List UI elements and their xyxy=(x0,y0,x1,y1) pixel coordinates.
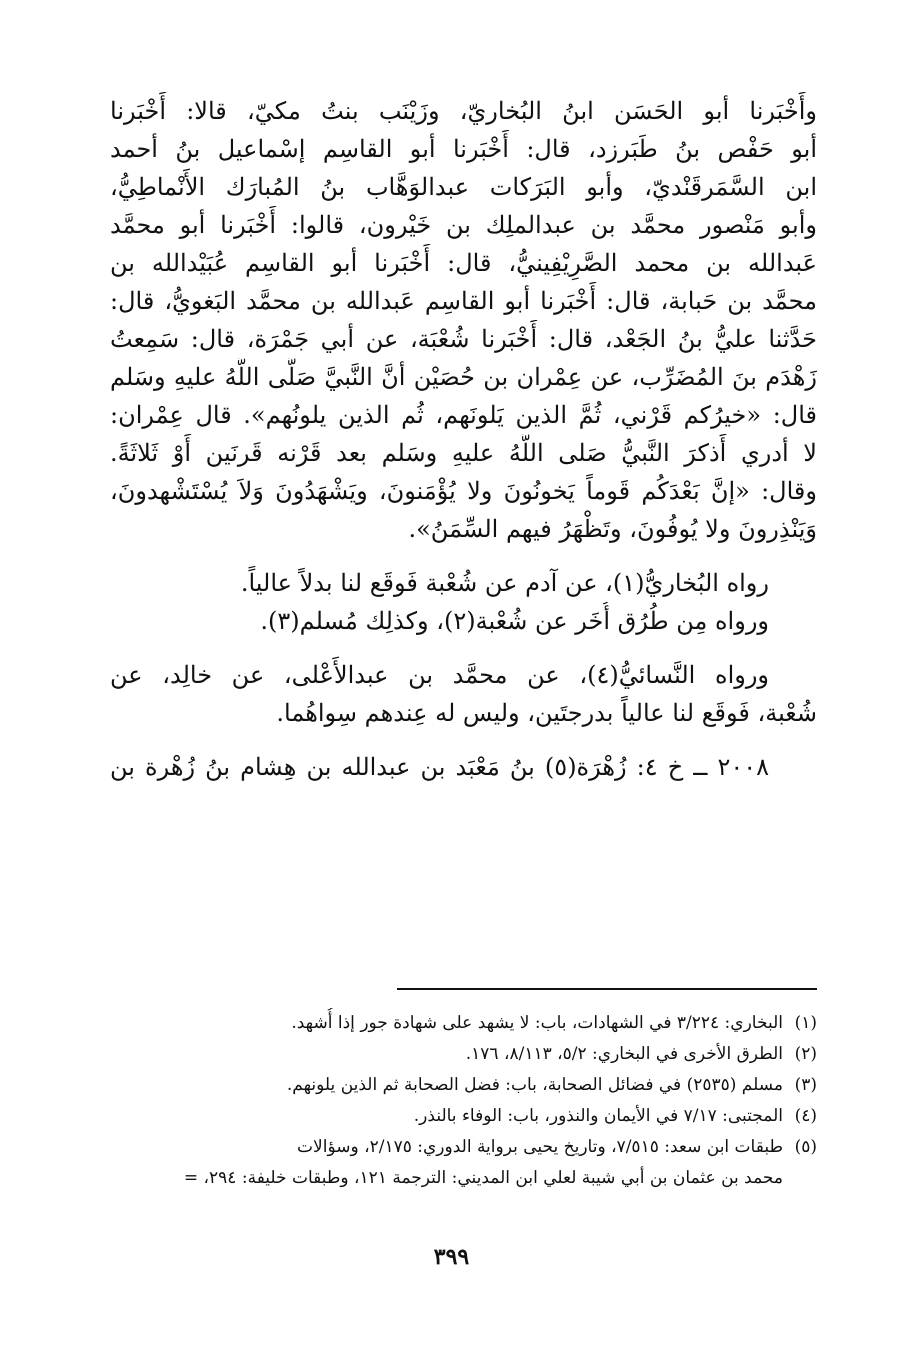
entry-heading: ٢٠٠٨ ــ خ ٤: زُهْرَة(٥) بنُ مَعْبَد بن عبدالله بن هِشام بنُ زُهْرة بن xyxy=(110,753,770,781)
body-line: أبو حَفْص بنُ طَبَرزد، قال: أَخْبَرنا أبو القاسِم إسْماعيل بنُ أحمد xyxy=(110,135,817,163)
body-line: وَيَنْذِرونَ ولا يُوفُونَ، وتَظْهَرُ فيهم السِّمَنُ». xyxy=(408,515,817,543)
footnote-text: البخاري: ٣/٢٢٤ في الشهادات، باب: لا يشهد على شهادة جور إذا أُشهد. xyxy=(291,1013,783,1033)
body-line: زَهْدَم بنَ المُضَرِّب، عن عِمْران بن حُصَيْن أنَّ النَّبيَّ صَلَّى اللَّهُ عليهِ وسَلم xyxy=(110,363,817,391)
footnote-text: مسلم (٢٥٣٥) في فضائل الصحابة، باب: فضل الصحابة ثم الذين يلونهم. xyxy=(286,1075,783,1095)
body-line: ابن السَّمَرقَنْديّ، وأبو البَرَكات عبدالوَهَّاب بنُ المُبارَك الأَنْماطِيُّ، xyxy=(110,173,817,201)
footnote-text: طبقات ابن سعد: ٧/٥١٥، وتاريخ يحيى برواية الدوري: ٢/١٧٥، وسؤالات xyxy=(297,1137,783,1157)
paragraph-gap xyxy=(110,548,817,564)
body-line: عَبدالله بن محمد الصَّرِيْفِينيُّ، قال: أَخْبَرنا أبو القاسِم عُبَيْدالله بن xyxy=(110,249,817,277)
footnote-number: (٣) xyxy=(794,1075,817,1095)
main-text xyxy=(110,92,817,786)
footnote xyxy=(110,1132,817,1163)
footnote xyxy=(110,1070,817,1101)
footnote xyxy=(110,1039,817,1070)
footnote xyxy=(110,1101,817,1132)
riwaya-line: ورواه مِن طُرُق أُخَر عن شُعْبة(٢)، وكذلِك مُسلم(٣). xyxy=(260,607,769,635)
footnote-text: الطرق الأخرى في البخاري: ٥/٢، ٨/١١٣، ١٧٦. xyxy=(465,1044,783,1064)
footnote-number: (١) xyxy=(794,1013,817,1033)
paragraph-gap xyxy=(110,640,817,656)
footnote-divider xyxy=(397,988,817,990)
nasai-line: ورواه النَّسائيُّ(٤)، عن محمَّد بن عبدالأَعْلى، عن خالِد، عن xyxy=(110,661,770,689)
body-line: لا أدري أَذكرَ النَّبيُّ صَلى اللَّهُ عليهِ وسَلم بعد قَرْنه قَرنَين أَوْ ثَلاثَةً. xyxy=(110,439,817,467)
footnotes xyxy=(110,1008,817,1194)
footnote-number: (٥) xyxy=(794,1137,817,1157)
page-number: ٣٩٩ xyxy=(433,1244,470,1270)
body-line: قال: «خيرُكم قَرْني، ثُمَّ الذين يَلونَهم، ثُم الذين يلونُهم». قال عِمْران: xyxy=(110,401,817,429)
paragraph-gap xyxy=(110,732,817,748)
footnote xyxy=(110,1008,817,1039)
body-line: محمَّد بن حَبابة، قال: أَخْبَرنا أبو القاسِم عَبدالله بن محمَّد البَغويُّ، قال: xyxy=(110,287,817,315)
riwaya-line: رواه البُخاريُّ(١)، عن آدم عن شُعْبة فَوقَع لنا بدلاً عالياً. xyxy=(240,569,769,597)
body-line: وأَخْبَرنا أبو الحَسَن ابنُ البُخاريّ، وزَيْنَب بنتُ مكيّ، قالا: أَخْبَرنا xyxy=(110,97,817,125)
nasai-line: شُعْبة، فَوقَع لنا عالياً بدرجتَين، وليس له عِندهم سِواهُما. xyxy=(276,699,817,727)
footnote-continuation: محمد بن عثمان بن أبي شيبة لعلي ابن المديني: الترجمة ١٢١، وطبقات خليفة: ٢٩٤، = xyxy=(183,1168,783,1188)
footnote-number: (٤) xyxy=(794,1106,817,1126)
body-line: حَدَّثنا عليُّ بنُ الجَعْد، قال: أَخْبَرنا شُعْبَة، عن أبي جَمْرَة، قال: سَمِعتُ xyxy=(110,325,817,353)
footnote-text: المجتبى: ٧/١٧ في الأيمان والنذور، باب: الوفاء بالنذر. xyxy=(413,1106,783,1126)
body-line: وأبو مَنْصور محمَّد بن عبدالملِك بن خَيْرون، قالوا: أَخْبَرنا أبو محمَّد xyxy=(110,211,817,239)
footnote-number: (٢) xyxy=(794,1044,817,1064)
body-line: وقال: «إنَّ بَعْدَكُم قَوماً يَخونُونَ ولا يُؤْمَنونَ، ويَشْهَدُونَ وَلاَ يُسْتَشْهدونَ، xyxy=(110,477,817,505)
